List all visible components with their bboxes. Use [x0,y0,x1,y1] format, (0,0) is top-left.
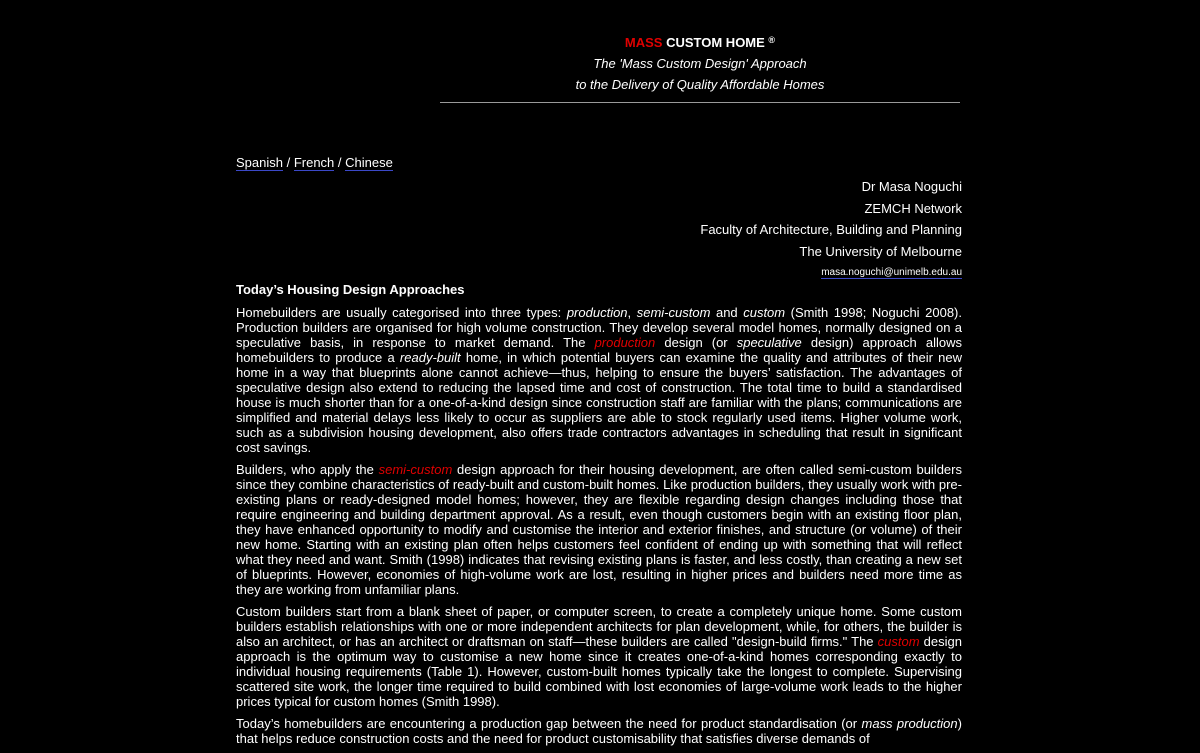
section-heading: Today’s Housing Design Approaches [236,282,465,297]
brand-rest: CUSTOM HOME [662,35,769,50]
term-ready-built: ready-built [399,350,461,365]
author-university: The University of Melbourne [799,244,962,260]
language-links [236,155,393,170]
text-run: home, in which potential buyers can examine the quality and attributes of their new home in a way that blueprints alone cannot achieve—thus, helping to ensure the buyers’ satisfaction. The advantages of speculative design also extend to reducing the lapsed time and cost of construction. The total time to build a standardised house is much shorter than for a one-of-a-kind design since construction staff are familiar with the plans; communications are simplified and material delays less likely to occur as suppliers are able to stock regularly used items. Higher volume work, such as a subdivision housing development, also offers trade contractors advantages in scheduling that result in significant cost savings. [236,350,963,455]
lang-separator: / [282,155,294,170]
text-run: (Smith 1998; Noguchi 2008). Production builders are organised for high volume construction. They develop several model homes, normally designed on a speculative basis, in response to market demand. The [236,305,962,350]
author-network: ZEMCH Network [864,200,962,216]
term-semi-custom: semi-custom [636,305,711,320]
registered-mark: ® [768,35,776,45]
text-run: Today’s homebuilders are encountering a production gap between the need for product standardisation (or [236,716,862,731]
text-run: design) approach allows homebuilders to produce a [236,335,962,365]
brand-mass: MASS [624,35,663,50]
text-run: Homebuilders are usually categorised into three types: [236,305,567,320]
highlight-semi-custom: semi-custom [378,462,453,477]
term-custom: custom [743,305,786,320]
term-production: production [566,305,628,320]
author-email-row [600,263,962,283]
paragraph-4 [236,716,962,746]
header-divider [440,102,960,103]
term-mass-production: mass production [861,716,958,731]
text-run: design approach for their housing development, are often called semi-custom builders since they combine characteristics of ready-built and custom-built homes. Like production builders, they usually work with pre-existing plans or ready-designed model homes; however, they are flexible regarding design changes including those that require engineering and building department approval. As a result, even though customers begin with an existing floor plan, they have enhanced opportunity to modify and customise the interior and exterior finishes, and structure (or volume) of their new home. Starting with an existing plan often helps customers feel confident of ending up with something that will reflect what they need and want. Smith (1998) indicates that revising existing plans is faster, and less costly, than creating a new set of blueprints. However, economies of high-volume work are lost, resulting in higher prices and builders need more time as they are working from unfamiliar plans. [236,462,962,597]
link-chinese[interactable]: Chinese [345,155,393,170]
text-run: Custom builders start from a blank sheet of paper, or computer screen, to create a completely unique home. Some custom builders establish relationships with one or more independent architects for plan development, while, for others, the builder is also an architect, or has an architect or draftsman on staff—these builders are called "design-build firms." The [236,604,962,649]
tagline-line-2: to the Delivery of Quality Affordable Homes [575,77,825,92]
paragraph-3 [236,604,962,709]
text-run: design (or [655,335,737,350]
author-block [600,176,962,283]
text-run: , [627,305,637,320]
link-spanish[interactable]: Spanish [236,155,283,170]
text-run: ) that helps reduce construction costs and the need for product customisability that satisfies diverse demands of [236,716,962,746]
term-speculative: speculative [736,335,802,350]
text-run: design approach is the optimum way to customise a new home since it creates one-of-a-kind homes corresponding exactly to individual housing requirements (Table 1). However, custom-built homes typically take the longest to complete. Supervising scattered site work, the longer time required to build combined with lost economies of large-volume work leads to the higher prices typical for custom homes (Smith 1998). [236,634,962,709]
author-email-link[interactable]: masa.noguchi@unimelb.edu.au [821,266,962,278]
text-run: and [710,305,744,320]
paragraph-2 [236,462,962,597]
link-french[interactable]: French [293,155,335,170]
lang-separator: / [334,155,346,170]
site-header [440,33,960,103]
brand-title [440,33,960,53]
tagline-line-1: The 'Mass Custom Design' Approach [593,56,807,71]
paragraph-1 [236,305,962,455]
text-run: Builders, who apply the [236,462,379,477]
author-faculty: Faculty of Architecture, Building and Planning [700,222,962,238]
author-name: Dr Masa Noguchi [861,179,962,194]
highlight-production: production [594,335,656,350]
highlight-custom: custom [877,634,920,649]
article-body [236,281,962,753]
